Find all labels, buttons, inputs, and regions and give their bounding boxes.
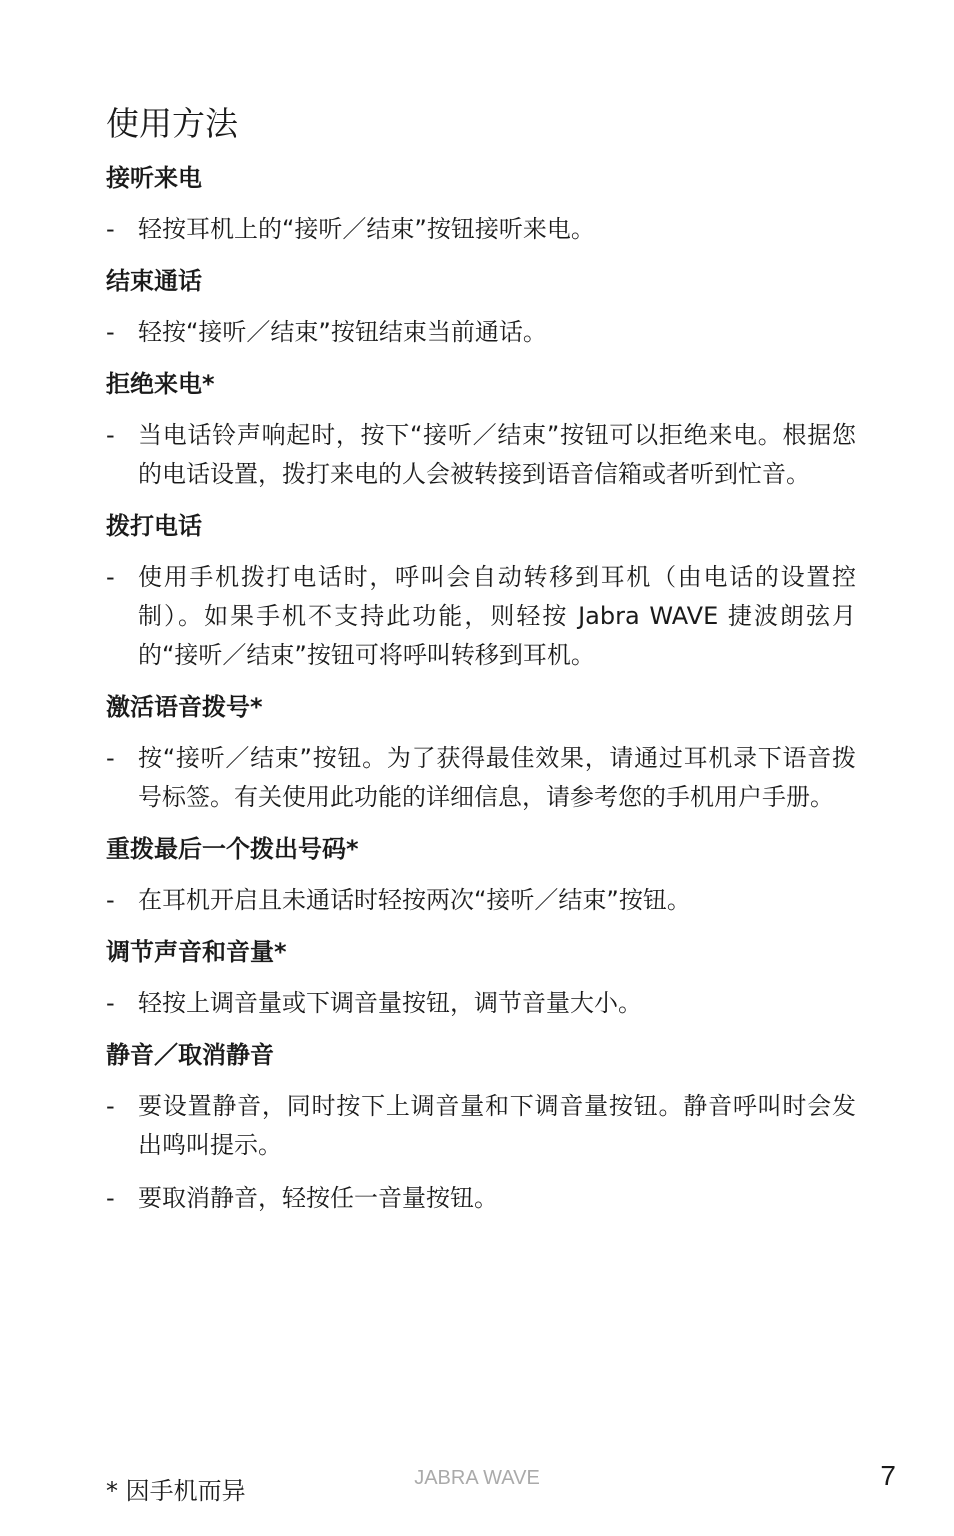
footnote: * 因手机而异 — [106, 1477, 246, 1505]
item-text: 在耳机开启且未通话时轻按两次“接听／结束”按钮。 — [138, 886, 691, 914]
bullet-dash: - — [106, 1092, 115, 1120]
bullet-dash: - — [106, 215, 115, 243]
item-text: 要设置静音，同时按下上调音量和下调音量按钮。静音呼叫时会发出鸣叫提示。 — [138, 1092, 856, 1159]
section-mute — [106, 1037, 856, 1218]
brand-footer: JABRA WAVE — [414, 1467, 540, 1489]
section-end-call — [106, 263, 856, 352]
list-item — [106, 416, 856, 494]
section-voice-dial — [106, 689, 856, 817]
section-volume — [106, 934, 856, 1023]
list-item — [106, 558, 856, 675]
bullet-dash: - — [106, 886, 115, 914]
item-text: 轻按“接听／结束”按钮结束当前通话。 — [138, 318, 547, 346]
bullet-dash: - — [106, 421, 115, 449]
item-text: 当电话铃声响起时，按下“接听／结束”按钮可以拒绝来电。根据您的电话设置，拨打来电的人会被转接到语音信箱或者听到忙音。 — [138, 421, 856, 488]
list-item — [106, 210, 856, 249]
section-heading: 拨打电话 — [106, 512, 202, 540]
item-text: 轻按上调音量或下调音量按钮，调节音量大小。 — [138, 989, 642, 1017]
list-item — [106, 1179, 856, 1218]
section-heading: 结束通话 — [106, 267, 202, 295]
page-number: 7 — [880, 1460, 896, 1491]
section-reject-call — [106, 366, 856, 494]
bullet-dash: - — [106, 318, 115, 346]
bullet-dash: - — [106, 563, 115, 591]
item-text: 按“接听／结束”按钮。为了获得最佳效果，请通过耳机录下语音拨号标签。有关使用此功能的详细信息，请参考您的手机用户手册。 — [138, 744, 856, 811]
section-heading: 接听来电 — [106, 164, 202, 192]
bullet-dash: - — [106, 744, 115, 772]
item-text: 轻按耳机上的“接听／结束”按钮接听来电。 — [138, 215, 595, 243]
list-item — [106, 739, 856, 817]
section-make-call — [106, 508, 856, 675]
list-item — [106, 1087, 856, 1165]
section-heading: 激活语音拨号* — [106, 693, 263, 721]
item-text: 使用手机拨打电话时，呼叫会自动转移到耳机（由电话的设置控制）。如果手机不支持此功能，则轻按 Jabra WAVE 捷波朗弦月的“接听／结束”按钮可将呼叫转移到耳机。 — [138, 563, 856, 669]
section-heading: 调节声音和音量* — [106, 938, 287, 966]
list-item — [106, 984, 856, 1023]
section-answer-call — [106, 160, 856, 249]
item-text: 要取消静音，轻按任一音量按钮。 — [138, 1184, 498, 1212]
section-redial — [106, 831, 856, 920]
section-heading: 拒绝来电* — [106, 370, 215, 398]
list-item — [106, 313, 856, 352]
section-heading: 重拨最后一个拨出号码* — [106, 835, 359, 863]
manual-content — [106, 160, 856, 1232]
bullet-dash: - — [106, 1184, 115, 1212]
section-heading: 静音／取消静音 — [106, 1041, 274, 1069]
bullet-dash: - — [106, 989, 115, 1017]
page-title: 使用方法 — [106, 104, 238, 143]
list-item — [106, 881, 856, 920]
